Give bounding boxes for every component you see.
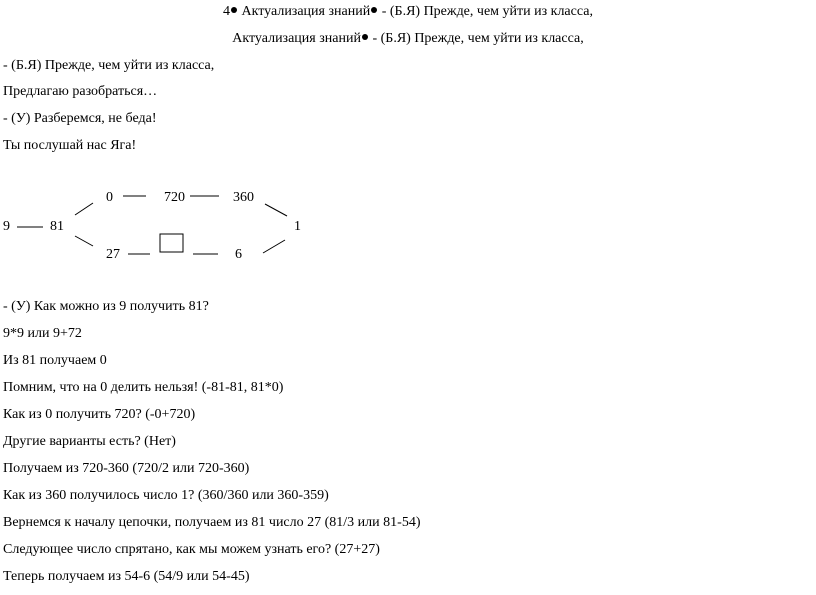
intro-line: - (Б.Я) Прежде, чем уйти из класса, [3, 58, 215, 73]
body-line: Как из 0 получить 720? (-0+720) [3, 407, 196, 422]
body-line: Из 81 получаем 0 [3, 353, 107, 368]
body-line: - (У) Как можно из 9 получить 81? [3, 299, 209, 314]
node-6: 6 [235, 247, 242, 262]
header-topic: Актуализация знаний [241, 4, 371, 19]
body-line: Вернемся к началу цепочки, получаем из 81 число 27 (81/3 или 81-54) [3, 515, 421, 530]
intro-line: - (У) Разберемся, не беда! [3, 111, 157, 126]
body-line: Помним, что на 0 делить нельзя! (-81-81, 81*0) [3, 380, 284, 395]
node-0: 0 [106, 190, 113, 205]
body-line: Следующее число спрятано, как мы можем узнать его? (27+27) [3, 542, 380, 557]
body-line: Как из 360 получилось число 1? (360/360 или 360-359) [3, 488, 329, 503]
body-line: Теперь получаем из 54-6 (54/9 или 54-45) [3, 569, 250, 584]
hidden-number-box [160, 234, 183, 252]
body-line: Получаем из 720-360 (720/2 или 720-360) [3, 461, 250, 476]
node-360: 360 [233, 190, 254, 205]
node-27: 27 [106, 247, 120, 262]
body-line: 9*9 или 9+72 [3, 326, 82, 341]
header-number: 4 [223, 4, 231, 19]
intro-line: Ты послушай нас Яга! [3, 138, 137, 153]
intro-line: Предлагаю разобраться… [3, 84, 158, 99]
header-quote: - (Б.Я) Прежде, чем уйти из класса, [381, 4, 593, 19]
node-9: 9 [3, 219, 10, 234]
node-720: 720 [164, 190, 185, 205]
body-line: Другие варианты есть? (Нет) [3, 434, 176, 449]
connector-81-0 [75, 203, 93, 215]
node-1: 1 [294, 219, 301, 234]
header-quote: - (Б.Я) Прежде, чем уйти из класса, [372, 31, 584, 46]
connector-360-1 [265, 204, 287, 216]
connector-81-27 [75, 236, 93, 246]
header-topic: Актуализация знаний [232, 31, 361, 46]
node-81: 81 [50, 219, 64, 234]
connector-6-1 [263, 240, 285, 253]
